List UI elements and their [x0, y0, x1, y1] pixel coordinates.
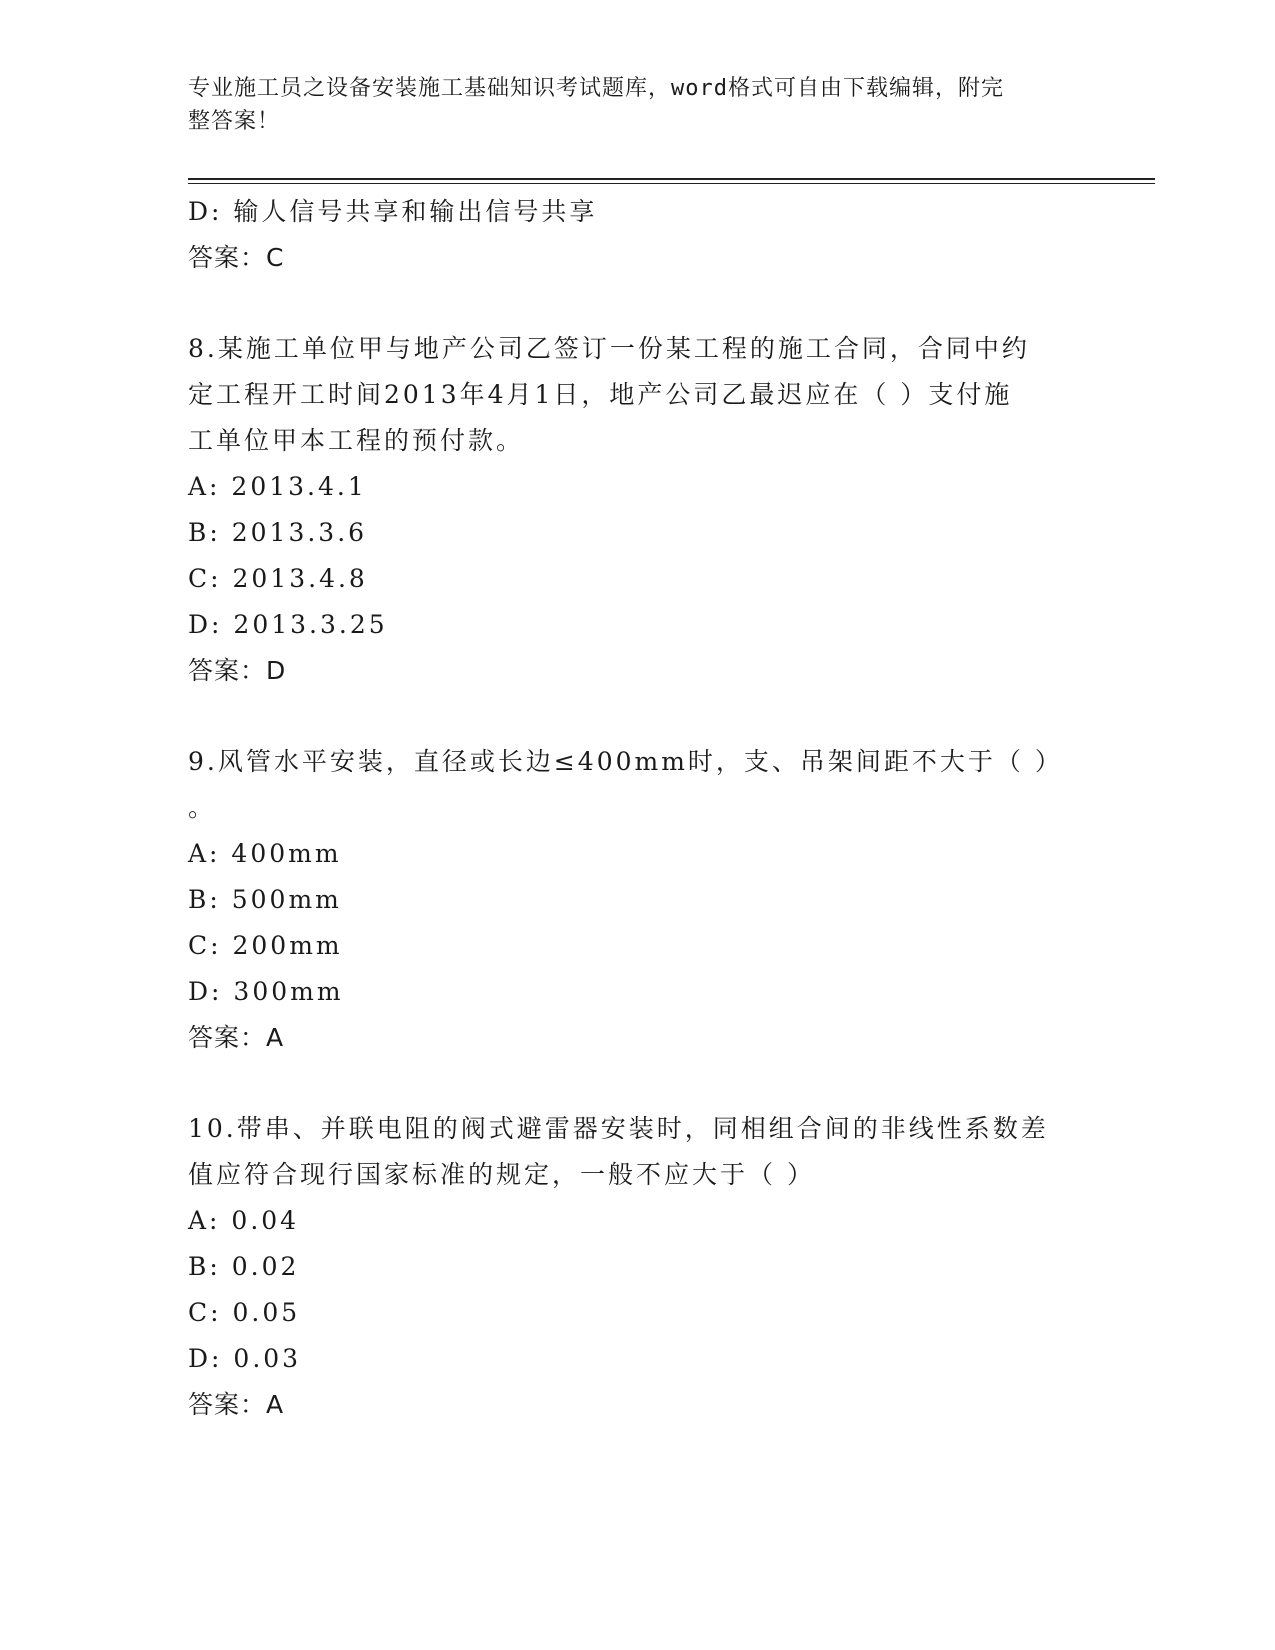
question-text-line: 值应符合现行国家标准的规定，一般不应大于（ ）: [188, 1160, 815, 1189]
option-b: B: 0.02: [188, 1252, 300, 1281]
option-c: C: 2013.4.8: [188, 564, 368, 593]
option-d: D: 输人信号共享和输出信号共享: [188, 197, 598, 226]
answer: 答案：A: [188, 1023, 285, 1052]
header-divider-thin: [188, 183, 1155, 184]
option-d: D: 0.03: [188, 1344, 302, 1373]
question-text-line: 10.带串、并联电阻的阀式避雷器安装时，同相组合间的非线性系数差: [188, 1114, 1049, 1143]
question-text-line: 9.风管水平安装，直径或长边≤400mm时，支、吊架间距不大于（ ）: [188, 747, 1063, 776]
option-d: D: 300mm: [188, 977, 344, 1006]
question-text-line: 工单位甲本工程的预付款。: [188, 426, 525, 455]
answer: 答案：A: [188, 1390, 285, 1419]
question-8: [188, 326, 1088, 694]
document-header: [188, 72, 1068, 138]
option-b: B: 2013.3.6: [188, 518, 368, 547]
option-a: A: 2013.4.1: [188, 472, 367, 501]
previous-question-tail: [188, 189, 1088, 281]
option-b: B: 500mm: [188, 885, 342, 914]
header-line-1: 专业施工员之设备安装施工基础知识考试题库，word格式可自由下载编辑，附完: [188, 76, 1004, 101]
question-list: [188, 189, 1088, 1428]
option-a: A: 0.04: [188, 1206, 300, 1235]
option-a: A: 400mm: [188, 839, 342, 868]
option-d: D: 2013.3.25: [188, 610, 388, 639]
header-divider-thick: [188, 178, 1155, 180]
option-c: C: 0.05: [188, 1298, 301, 1327]
question-text-line: 。: [188, 793, 217, 822]
question-text-line: 定工程开工时间2013年4月1日，地产公司乙最迟应在（ ）支付施: [188, 380, 1013, 409]
header-line-2: 整答案！: [188, 109, 281, 134]
question-text-line: 8.某施工单位甲与地产公司乙签订一份某工程的施工合同，合同中约: [188, 334, 1030, 363]
option-c: C: 200mm: [188, 931, 343, 960]
answer: 答案：C: [188, 243, 285, 272]
answer: 答案：D: [188, 656, 287, 685]
question-9: [188, 739, 1088, 1061]
question-10: [188, 1106, 1088, 1428]
